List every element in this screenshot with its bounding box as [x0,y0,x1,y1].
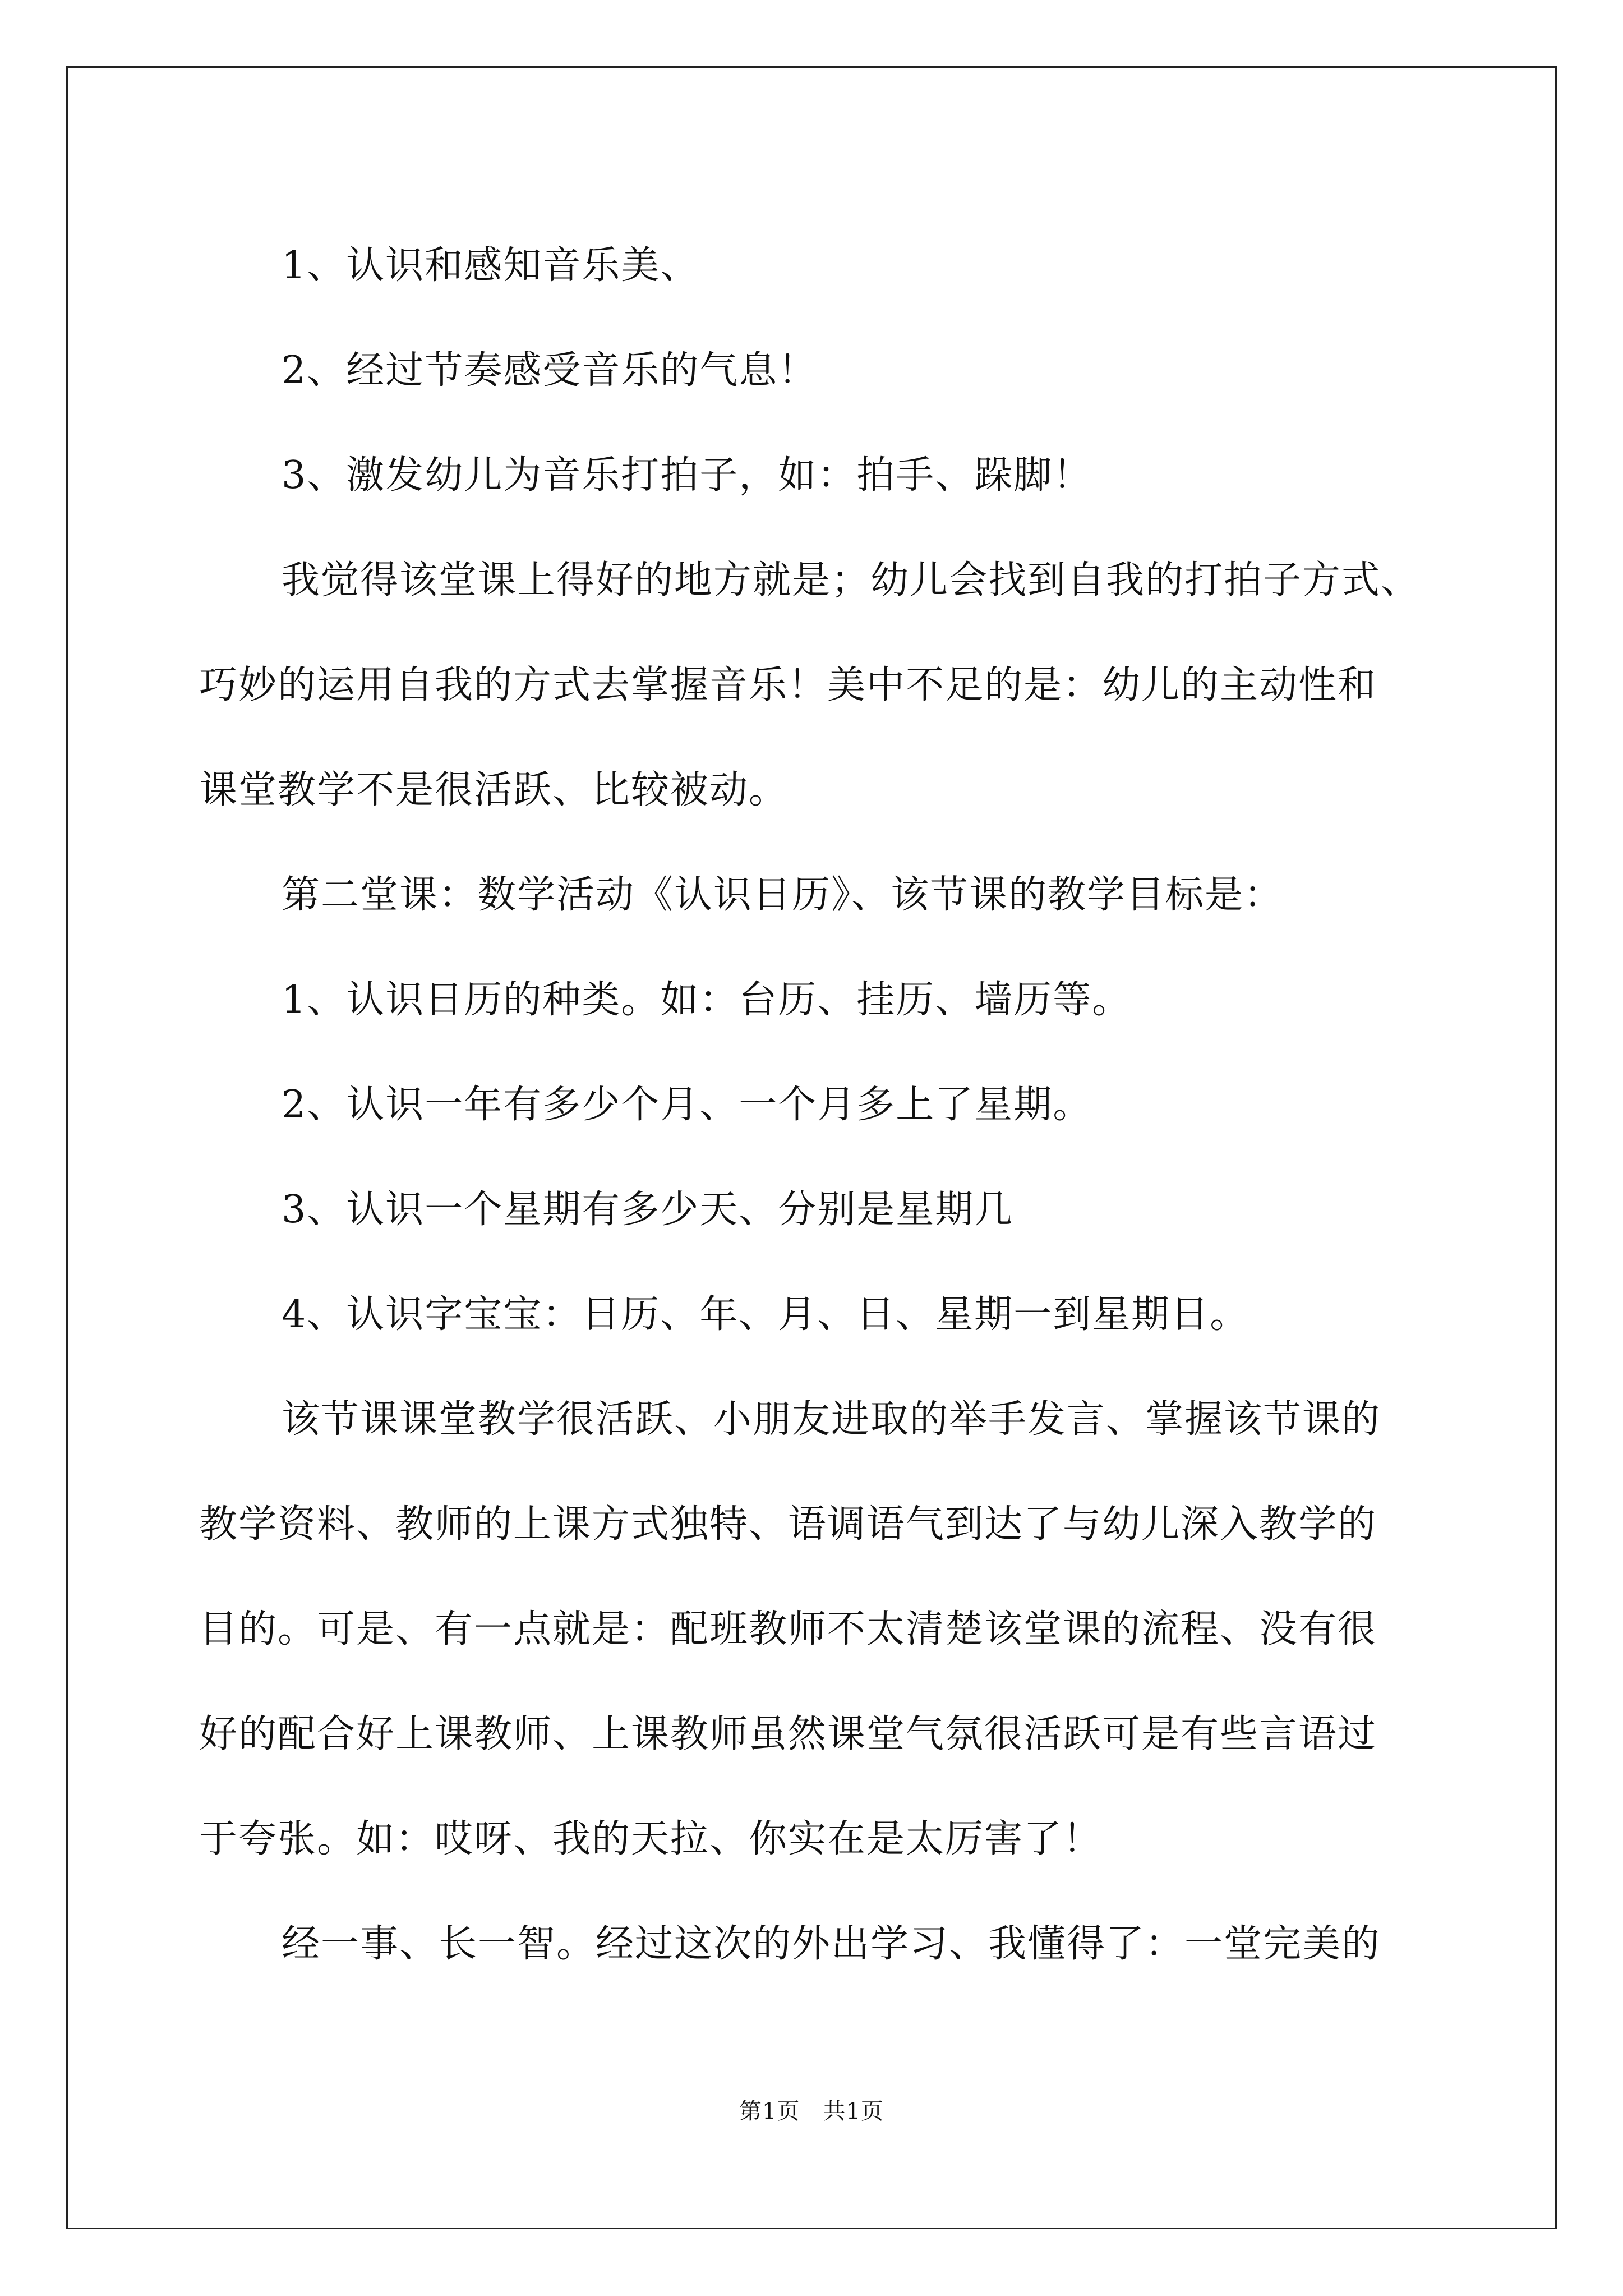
page-footer: 第1页 共1页 [739,2099,884,2124]
paragraph-line: 1、认识日历的种类。如：台历、挂历、墙历等。 [282,978,1132,1022]
paragraph-line: 3、激发幼儿为音乐打拍子，如：拍手、跺脚！ [282,453,1092,498]
paragraph-line: 1、认识和感知音乐美、 [282,243,700,288]
paragraph-line: 3、认识一个星期有多少天、分别是星期几 [282,1188,1014,1232]
paragraph-continuation-line: 教学资料、教师的上课方式独特、语调语气到达了与幼儿深入教学的 [199,1502,1377,1547]
paragraph-continuation-line: 课堂教学不是很活跃、比较被动。 [199,768,789,812]
paragraph-continuation-line: 目的。可是、有一点就是：配班教师不太清楚该堂课的流程、没有很 [199,1607,1377,1651]
paragraph-line: 第二堂课：数学活动《认识日历》、该节课的教学目标是： [282,873,1284,917]
paragraph-continuation-line: 好的配合好上课教师、上课教师虽然课堂气氛很活跃可是有些言语过 [199,1712,1377,1756]
paragraph-line: 4、认识字宝宝：日历、年、月、日、星期一到星期日。 [282,1292,1249,1337]
paragraph-continuation-line: 巧妙的运用自我的方式去掌握音乐！美中不足的是：幼儿的主动性和 [199,663,1377,707]
document-body [199,213,1433,1996]
paragraph-line: 该节课课堂教学很活跃、小朋友进取的举手发言、掌握该节课的 [282,1397,1381,1442]
paragraph-line: 我觉得该堂课上得好的地方就是；幼儿会找到自我的打拍子方式、 [282,558,1421,602]
paragraph-line: 经一事、长一智。经过这次的外出学习、我懂得了：一堂完美的 [282,1922,1381,1966]
paragraph-continuation-line: 于夸张。如：哎呀、我的天拉、你实在是太厉害了！ [199,1817,1103,1861]
paragraph-line: 2、经过节奏感受音乐的气息！ [282,348,818,393]
paragraph-line: 2、认识一年有多少个月、一个月多上了星期。 [282,1083,1092,1127]
